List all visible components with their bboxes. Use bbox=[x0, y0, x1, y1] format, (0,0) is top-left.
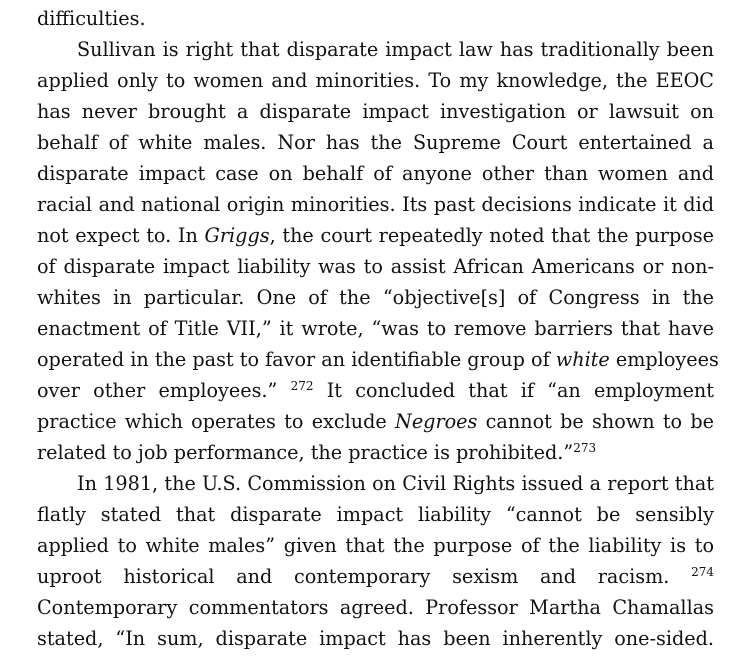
text-line bbox=[37, 65, 714, 96]
text-line bbox=[37, 158, 714, 189]
case-name-italic: Griggs bbox=[204, 224, 270, 247]
line-text-pre: operated in the past to favor an identifiable group of bbox=[37, 348, 556, 371]
line-text: whites in particular. One of the “objective[s] of Congress in the bbox=[37, 286, 714, 309]
line-text: disparate impact case on behalf of anyone other than women and bbox=[37, 162, 714, 185]
text-line bbox=[37, 127, 714, 158]
footnote-ref[interactable]: 273 bbox=[573, 441, 597, 455]
text-line bbox=[37, 3, 714, 34]
text-line bbox=[37, 96, 714, 127]
text-line bbox=[37, 623, 714, 654]
text-line bbox=[37, 220, 714, 251]
text-line bbox=[37, 561, 714, 592]
text-line bbox=[37, 251, 714, 282]
line-text-post: It concluded that if “an employment bbox=[313, 379, 714, 402]
emphasis-italic: Negroes bbox=[395, 410, 478, 433]
line-text-post: employees bbox=[609, 348, 719, 371]
line-text: flatly stated that disparate impact liability “cannot be sensibly bbox=[37, 503, 714, 526]
line-text-pre: uproot historical and contemporary sexism and racism. bbox=[37, 565, 692, 588]
paragraph-first-line bbox=[77, 468, 714, 499]
footnote-ref[interactable]: 274 bbox=[691, 565, 714, 579]
footnote-ref[interactable]: 272 bbox=[290, 379, 314, 393]
text-line bbox=[37, 282, 714, 313]
line-text: enactment of Title VII,” it wrote, “was to remove barriers that have bbox=[37, 317, 714, 340]
text-line bbox=[37, 437, 714, 468]
line-text-pre: over other employees.” bbox=[37, 379, 291, 402]
paragraph-first-line bbox=[77, 34, 714, 65]
text-line bbox=[37, 375, 714, 406]
line-text: has never brought a disparate impact investigation or lawsuit on bbox=[37, 100, 714, 123]
line-text: difficulties. bbox=[37, 7, 146, 30]
line-text: racial and national origin minorities. Its past decisions indicate it did bbox=[37, 193, 714, 216]
emphasis-italic: white bbox=[555, 348, 610, 371]
text-line bbox=[37, 189, 714, 220]
text-line bbox=[37, 499, 714, 530]
line-text: of disparate impact liability was to assist African Americans or non- bbox=[37, 255, 714, 278]
line-text: stated, “In sum, disparate impact has been inherently one-sided. bbox=[37, 627, 714, 650]
line-text: applied to white males” given that the purpose of the liability is to bbox=[37, 534, 714, 557]
line-text: Contemporary commentators agreed. Professor Martha Chamallas bbox=[37, 596, 714, 619]
text-line bbox=[37, 313, 714, 344]
line-text-post: , the court repeatedly noted that the purpose bbox=[269, 224, 715, 247]
line-text-post: cannot be shown to be bbox=[477, 410, 715, 433]
text-line bbox=[37, 592, 714, 623]
line-text-pre: practice which operates to exclude bbox=[37, 410, 396, 433]
text-line bbox=[37, 344, 719, 375]
line-text-pre: not expect to. In bbox=[37, 224, 205, 247]
line-text: behalf of white males. Nor has the Supreme Court entertained a bbox=[37, 131, 714, 154]
text-line bbox=[37, 530, 714, 561]
line-text: applied only to women and minorities. To my knowledge, the EEOC bbox=[37, 69, 714, 92]
line-text-pre: related to job performance, the practice is prohibited.” bbox=[37, 441, 574, 464]
line-text: Sullivan is right that disparate impact law has traditionally been bbox=[77, 38, 714, 61]
line-text: In 1981, the U.S. Commission on Civil Rights issued a report that bbox=[77, 472, 714, 495]
text-line bbox=[37, 406, 714, 437]
